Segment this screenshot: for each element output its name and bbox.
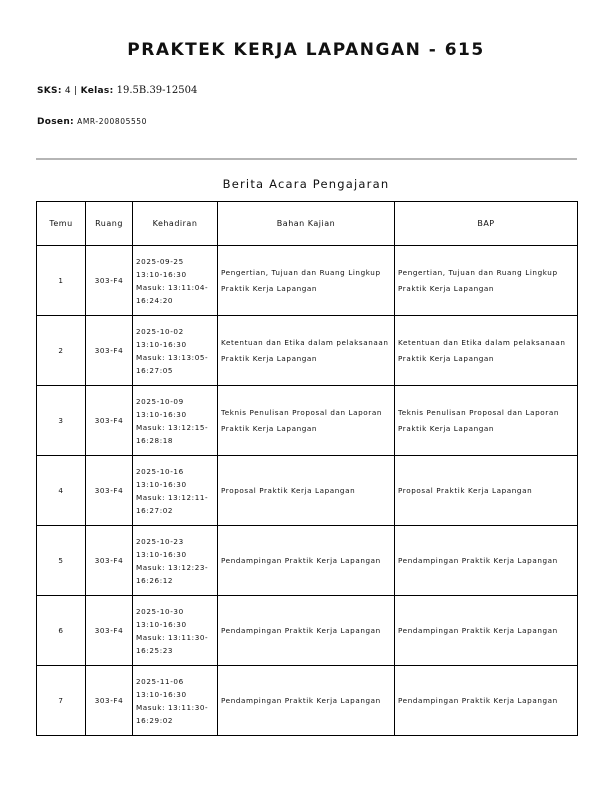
column-header-ruang: Ruang	[86, 202, 133, 246]
sks-label: SKS:	[37, 86, 62, 96]
kehadiran-masuk: Masuk: 13:11:04-	[136, 282, 209, 292]
lecturer-info	[37, 117, 147, 127]
dosen-value: AMR-200805550	[77, 117, 148, 126]
bap-cell: Teknis Penulisan Proposal dan Laporan Praktik Kerja Lapangan	[395, 386, 578, 456]
kehadiran-time: 13:10-16:30	[136, 549, 187, 559]
kehadiran-cell	[133, 596, 218, 666]
bap-cell: Pendampingan Praktik Kerja Lapangan	[395, 666, 578, 736]
kehadiran-time: 13:10-16:30	[136, 409, 187, 419]
bap-cell: Ketentuan dan Etika dalam pelaksanaan Praktik Kerja Lapangan	[395, 316, 578, 386]
ruang-cell: 303-F4	[86, 316, 133, 386]
attendance-table	[36, 201, 578, 736]
bahan-kajian-cell: Pendampingan Praktik Kerja Lapangan	[218, 596, 395, 666]
kehadiran-cell	[133, 456, 218, 526]
column-header-kehadiran: Kehadiran	[133, 202, 218, 246]
ruang-cell: 303-F4	[86, 526, 133, 596]
table-row	[37, 526, 578, 596]
bahan-kajian-cell: Pengertian, Tujuan dan Ruang Lingkup Praktik Kerja Lapangan	[218, 246, 395, 316]
temu-cell: 7	[37, 666, 86, 736]
kehadiran-cell	[133, 316, 218, 386]
bahan-kajian-cell: Pendampingan Praktik Kerja Lapangan	[218, 666, 395, 736]
kehadiran-time: 13:10-16:30	[136, 619, 187, 629]
table-header-row	[37, 202, 578, 246]
dosen-label: Dosen:	[37, 117, 74, 127]
kehadiran-date: 2025-10-16	[136, 466, 184, 476]
temu-cell: 5	[37, 526, 86, 596]
table-row	[37, 666, 578, 736]
ruang-cell: 303-F4	[86, 386, 133, 456]
kehadiran-masuk: Masuk: 13:12:11-	[136, 492, 209, 502]
temu-cell: 3	[37, 386, 86, 456]
kehadiran-cell	[133, 386, 218, 456]
kehadiran-time: 13:10-16:30	[136, 339, 187, 349]
table-row	[37, 386, 578, 456]
kehadiran-masuk: Masuk: 13:12:15-	[136, 422, 209, 432]
kehadiran-keluar: 16:27:02	[136, 505, 174, 515]
kehadiran-keluar: 16:28:18	[136, 435, 174, 445]
bahan-kajian-cell: Pendampingan Praktik Kerja Lapangan	[218, 526, 395, 596]
kehadiran-masuk: Masuk: 13:11:30-	[136, 632, 209, 642]
kelas-label: Kelas:	[80, 86, 114, 96]
kehadiran-keluar: 16:27:05	[136, 365, 174, 375]
bap-cell: Pengertian, Tujuan dan Ruang Lingkup Praktik Kerja Lapangan	[395, 246, 578, 316]
kehadiran-cell	[133, 666, 218, 736]
temu-cell: 1	[37, 246, 86, 316]
course-info	[37, 85, 197, 96]
kehadiran-keluar: 16:25:23	[136, 645, 174, 655]
kehadiran-cell	[133, 526, 218, 596]
section-title: Berita Acara Pengajaran	[222, 177, 390, 191]
temu-cell: 2	[37, 316, 86, 386]
kehadiran-date: 2025-10-23	[136, 536, 184, 546]
bahan-kajian-cell: Teknis Penulisan Proposal dan Laporan Praktik Kerja Lapangan	[218, 386, 395, 456]
bap-cell: Pendampingan Praktik Kerja Lapangan	[395, 596, 578, 666]
kehadiran-cell	[133, 246, 218, 316]
kehadiran-time: 13:10-16:30	[136, 689, 187, 699]
kehadiran-keluar: 16:24:20	[136, 295, 174, 305]
kehadiran-date: 2025-10-09	[136, 396, 184, 406]
bahan-kajian-cell: Proposal Praktik Kerja Lapangan	[218, 456, 395, 526]
table-row	[37, 246, 578, 316]
separator: |	[74, 86, 78, 96]
kehadiran-masuk: Masuk: 13:11:30-	[136, 702, 209, 712]
column-header-temu: Temu	[37, 202, 86, 246]
kehadiran-date: 2025-09-25	[136, 256, 184, 266]
kehadiran-time: 13:10-16:30	[136, 479, 187, 489]
kehadiran-time: 13:10-16:30	[136, 269, 187, 279]
divider	[36, 158, 577, 160]
kelas-value: 19.5B.39-12504	[116, 85, 198, 96]
bahan-kajian-cell: Ketentuan dan Etika dalam pelaksanaan Praktik Kerja Lapangan	[218, 316, 395, 386]
kehadiran-date: 2025-10-02	[136, 326, 184, 336]
table-row	[37, 456, 578, 526]
ruang-cell: 303-F4	[86, 456, 133, 526]
kehadiran-masuk: Masuk: 13:12:23-	[136, 562, 209, 572]
sks-value: 4	[64, 86, 71, 96]
column-header-bahan-kajian: Bahan Kajian	[218, 202, 395, 246]
bap-cell: Pendampingan Praktik Kerja Lapangan	[395, 526, 578, 596]
kehadiran-date: 2025-10-30	[136, 606, 184, 616]
kehadiran-keluar: 16:29:02	[136, 715, 174, 725]
kehadiran-masuk: Masuk: 13:13:05-	[136, 352, 209, 362]
table-row	[37, 316, 578, 386]
ruang-cell: 303-F4	[86, 246, 133, 316]
column-header-bap: BAP	[395, 202, 578, 246]
ruang-cell: 303-F4	[86, 596, 133, 666]
kehadiran-date: 2025-11-06	[136, 676, 184, 686]
kehadiran-keluar: 16:26:12	[136, 575, 174, 585]
bap-cell: Proposal Praktik Kerja Lapangan	[395, 456, 578, 526]
page-title: PRAKTEK KERJA LAPANGAN - 615	[127, 40, 485, 60]
ruang-cell: 303-F4	[86, 666, 133, 736]
table-row	[37, 596, 578, 666]
temu-cell: 6	[37, 596, 86, 666]
temu-cell: 4	[37, 456, 86, 526]
